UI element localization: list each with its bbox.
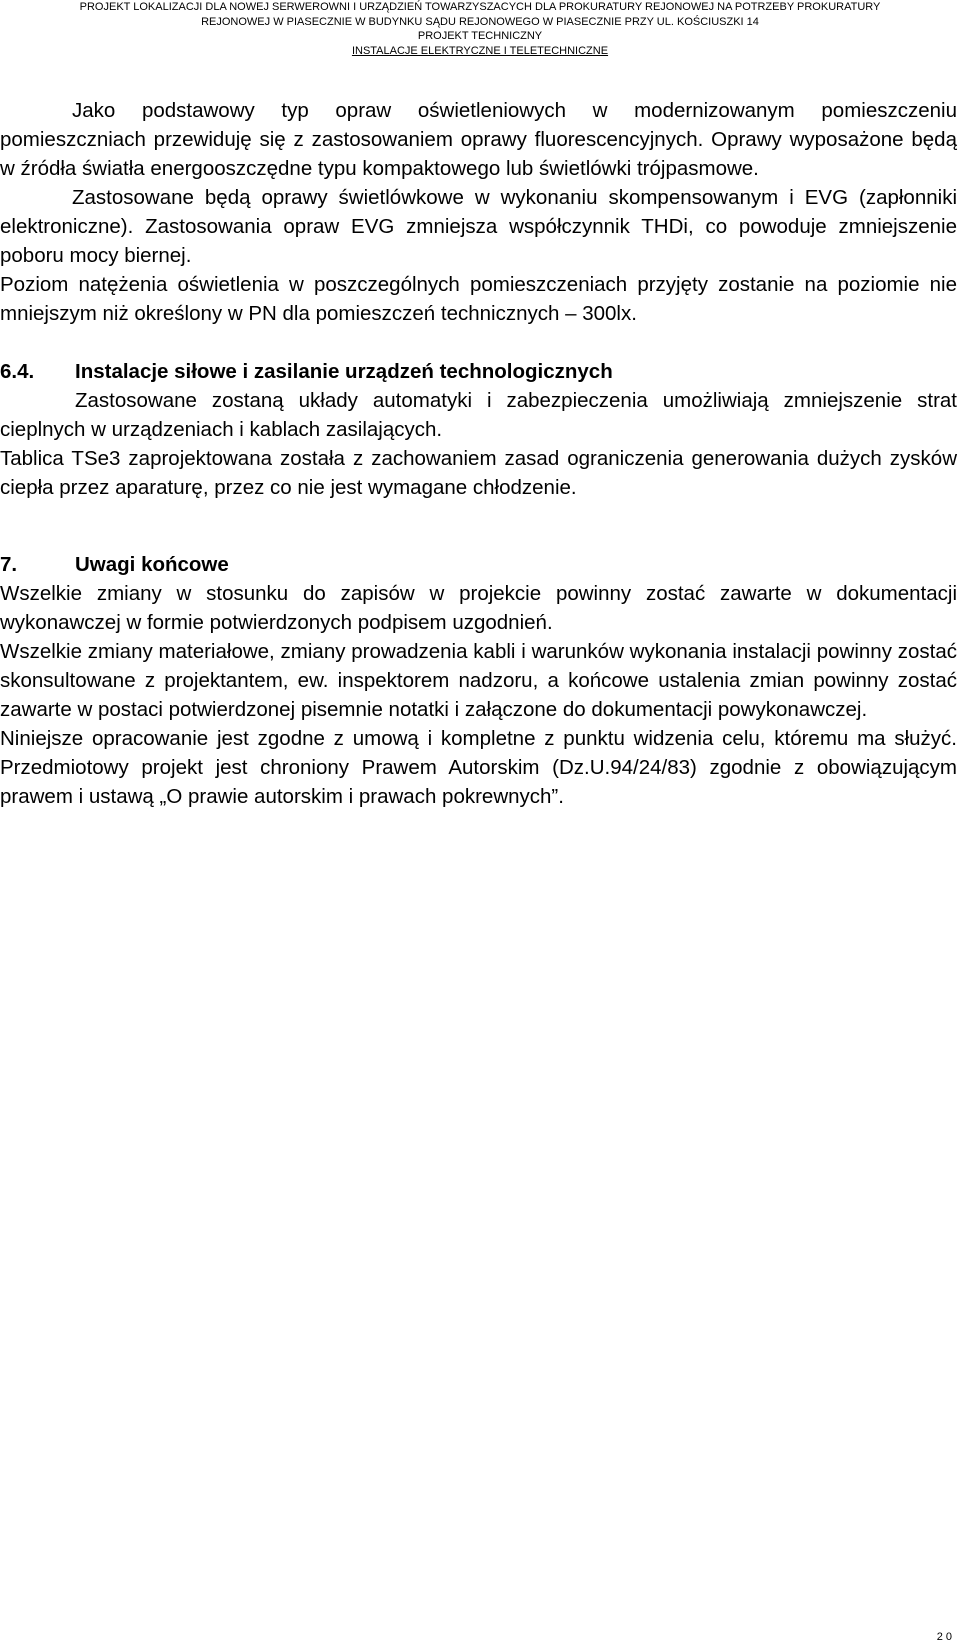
section-6-4-paragraph-2: Tablica TSe3 zaprojektowana została z zachowaniem zasad ograniczenia generowania dużych zysków ciepła przez aparaturę, przez co nie jest wymagane chłodzenie.: [0, 447, 957, 499]
header-section-name: INSTALACJE ELEKTRYCZNE I TELETECHNICZNE: [351, 44, 609, 57]
section-6-4-heading: [0, 357, 957, 386]
header-project-title-line1: PROJEKT LOKALIZACJI DLA NOWEJ SERWEROWNI I URZĄDZIEŃ TOWARZYSZACYCH DLA PROKURATURY REJONOWEJ NA POTRZEBY PROKURATURY: [79, 1, 881, 13]
header-project-type: PROJEKT TECHNICZNY: [417, 30, 543, 42]
section-7-paragraph-2: Wszelkie zmiany materiałowe, zmiany prowadzenia kabli i warunków wykonania instalacji powinny zostać skonsultowane z projektantem, ew. inspektorem nadzoru, a końcowe ustalenia zmian powinny zostać zawarte w postaci potwierdzonej pisemnie notatki i załączone do dokumentacji powykonawczej.: [0, 640, 957, 721]
document-body: [0, 96, 957, 811]
intro-paragraph-3: Poziom natężenia oświetlenia w poszczególnych pomieszczeniach przyjęty zostanie na poziomie nie mniejszym niż określony w PN dla pomieszczeń technicznych – 300lx.: [0, 273, 957, 325]
section-7-title: Uwagi końcowe: [75, 553, 229, 576]
spacer: [0, 328, 957, 357]
section-6-4-paragraph-1: Zastosowane zostaną układy automatyki i zabezpieczenia umożliwiają zmniejszenie strat cieplnych w urządzeniach i kablach zasilających.: [0, 389, 957, 441]
section-7-heading: [0, 550, 957, 579]
section-6-4-number: 6.4.: [0, 360, 35, 383]
page-number: 20: [936, 1631, 955, 1643]
section-7-paragraph-3: Niniejsze opracowanie jest zgodne z umową i kompletne z punktu widzenia celu, któremu ma służyć. Przedmiotowy projekt jest chroniony Prawem Autorskim (Dz.U.94/24/83) zgodnie z obowiązującym prawem i ustawą „O prawie autorskim i prawach pokrewnych”.: [0, 727, 957, 808]
section-7-number: 7.: [0, 553, 18, 576]
intro-paragraph-2: Zastosowane będą oprawy świetlówkowe w wykonaniu skompensowanym i EVG (zapłonniki elektroniczne). Zastosowania opraw EVG zmniejsza współczynnik THDi, co powoduje zmniejszenie poboru mocy biernej.: [0, 186, 957, 267]
header-project-title-line2: REJONOWEJ W PIASECZNIE W BUDYNKU SĄDU REJONOWEGO W PIASECZNIE PRZY UL. KOŚCIUSZKI 14: [201, 15, 759, 28]
section-6-4-title: Instalacje siłowe i zasilanie urządzeń technologicznych: [75, 360, 613, 383]
section-7-paragraph-1: Wszelkie zmiany w stosunku do zapisów w projekcie powinny zostać zawarte w dokumentacji wykonawczej w formie potwierdzonych podpisem uzgodnień.: [0, 582, 957, 634]
intro-paragraph-1: Jako podstawowy typ opraw oświetleniowych w modernizowanym pomieszczeniu pomieszczniach przewiduję się z zastosowaniem oprawy fluorescencyjnych. Oprawy wyposażone będą w źródła światła energooszczędne typu kompaktowego lub świetlówki trójpasmowe.: [0, 99, 957, 180]
document-header: [0, 0, 960, 58]
spacer: [0, 502, 957, 550]
